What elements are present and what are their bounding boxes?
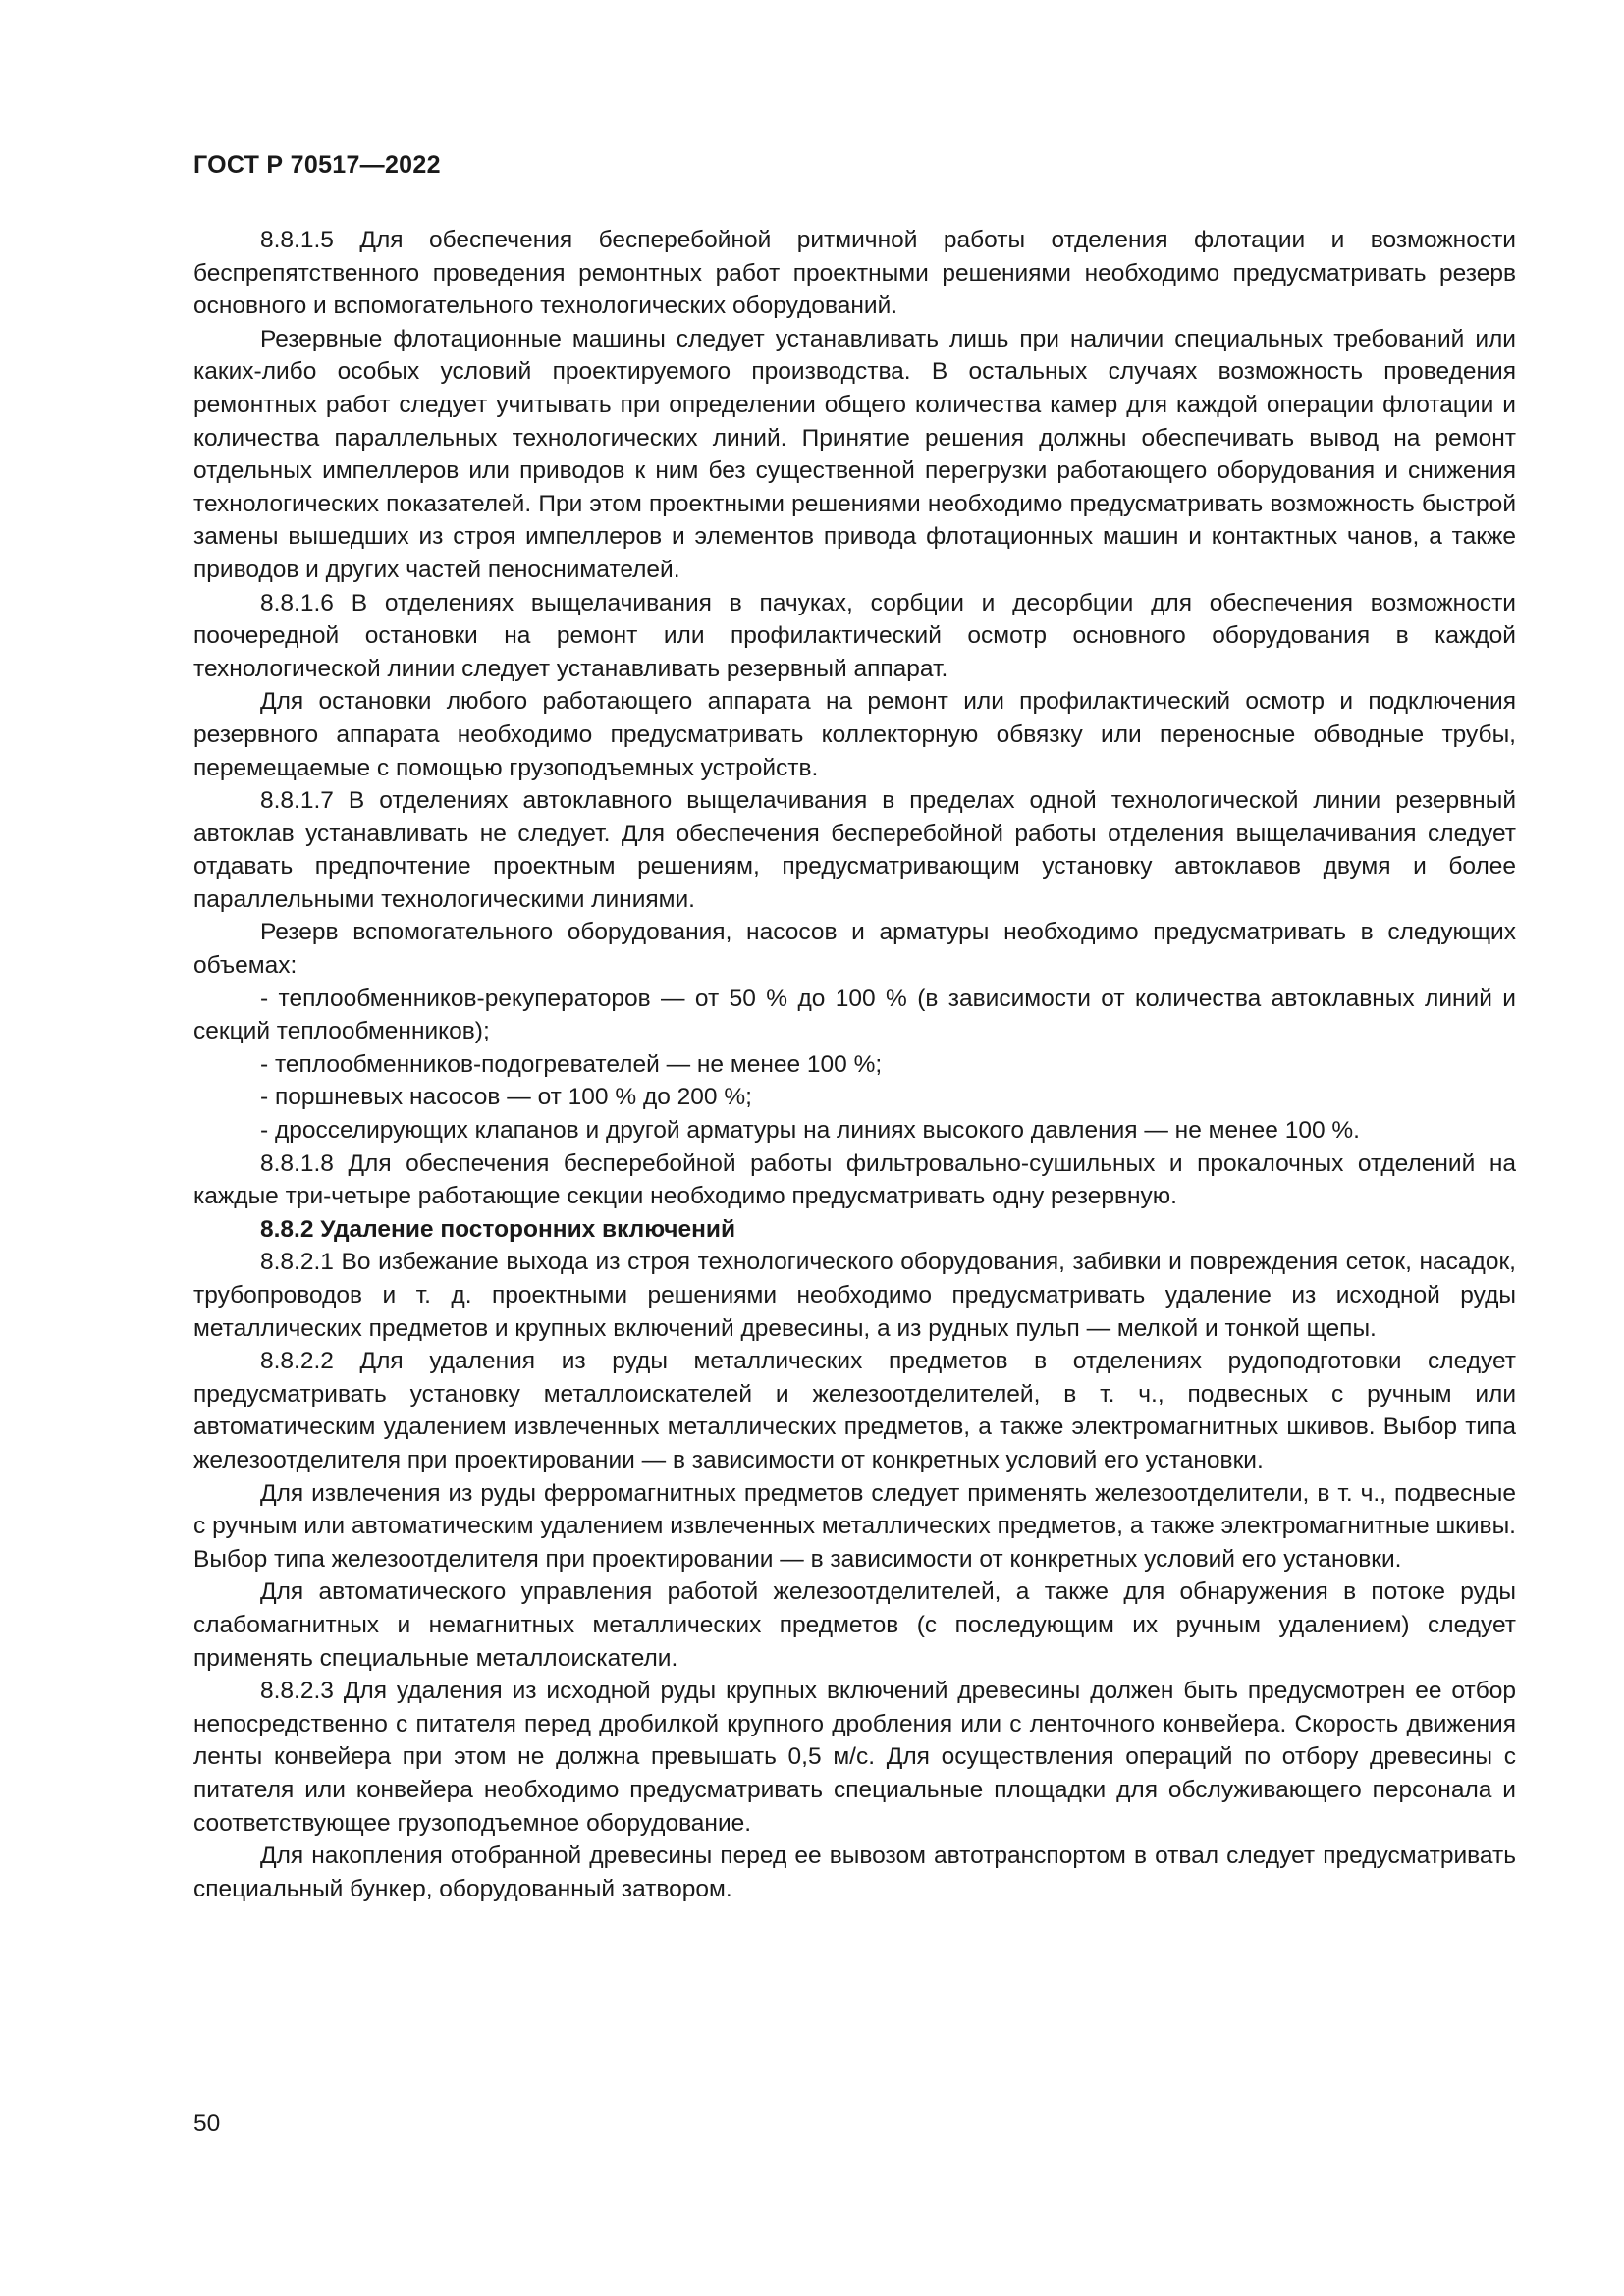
page-number: 50 bbox=[193, 2110, 221, 2137]
list-item: - теплообменников-подогревателей — не менее 100 %; bbox=[260, 1050, 883, 1078]
paragraph: Для извлечения из руды ферромагнитных предметов следует применять железоотделители, в т. ч., подвесные с ручным или автоматическим удалением извлеченных металлических предметов, а также электромагнитные шкивы. Выбор типа железоотделителя при проектировании — в зависимости от конкретных условий его установки. bbox=[193, 1479, 1516, 1573]
list-item: - поршневых насосов — от 100 % до 200 %; bbox=[260, 1084, 752, 1111]
paragraph-8-8-1-7: 8.8.1.7 В отделениях автоклавного выщелачивания в пределах одной технологической линии резервный автоклав устанавливать не следует. Для обеспечения бесперебойной работы отделения выщелачивания следует отдавать предпочтение проектным решениям, предусматривающим установку автоклавов двумя и более параллельными технологическими линиями. bbox=[193, 787, 1516, 913]
paragraph: Для автоматического управления работой железоотделителей, а также для обнаружения в потоке руды слабомагнитных и немагнитных металлических предметов (с последующим их ручным удалением) следует применять специальные металлоискатели. bbox=[193, 1578, 1516, 1672]
list-item: - дросселирующих клапанов и другой арматуры на линиях высокого давления — не менее 100 %. bbox=[260, 1117, 1360, 1145]
paragraph-8-8-2-1: 8.8.2.1 Во избежание выхода из строя технологического оборудования, забивки и повреждения сеток, насадок, трубопроводов и т. д. проектными решениями необходимо предусматривать удаление из исходной руды металлических предметов и крупных включений древесины, а из рудных пульп — мелкой и тонкой щепы. bbox=[193, 1249, 1516, 1342]
list-item: - теплообменников-рекуператоров — от 50 % до 100 % (в зависимости от количества автоклавных линий и секций теплообменников); bbox=[193, 985, 1516, 1045]
document-body bbox=[193, 224, 1516, 1905]
paragraph: Резерв вспомогательного оборудования, насосов и арматуры необходимо предусматривать в следующих объемах: bbox=[193, 919, 1516, 980]
paragraph-8-8-1-6: 8.8.1.6 В отделениях выщелачивания в пачуках, сорбции и десорбции для обеспечения возможности поочередной остановки на ремонт или профилактический осмотр основного оборудования в каждой технологической линии следует устанавливать резервный аппарат. bbox=[193, 589, 1516, 682]
paragraph-8-8-2-2: 8.8.2.2 Для удаления из руды металлических предметов в отделениях рудоподготовки следует предусматривать установку металлоискателей и железоотделителей, в т. ч., подвесных с ручным или автоматическим удалением извлеченных металлических предметов, а также электромагнитных шкивов. Выбор типа железоотделителя при проектировании — в зависимости от конкретных условий его установки. bbox=[193, 1348, 1516, 1473]
paragraph-8-8-1-8: 8.8.1.8 Для обеспечения бесперебойной работы фильтровально-сушильных и прокалочных отделений на каждые три-четыре работающие секции необходимо предусматривать одну резервную. bbox=[193, 1149, 1516, 1210]
paragraph: Для остановки любого работающего аппарата на ремонт или профилактический осмотр и подключения резервного аппарата необходимо предусматривать коллекторную обвязку или переносные обводные трубы, перемещаемые с помощью грузоподъемных устройств. bbox=[193, 688, 1516, 781]
paragraph-8-8-2-3: 8.8.2.3 Для удаления из исходной руды крупных включений древесины должен быть предусмотрен ее отбор непосредственно с питателя перед дробилкой крупного дробления или с ленточного конвейера. Скорость движения ленты конвейера при этом не должна превышать 0,5 м/с. Для осуществления операций по отбору древесины с питателя или конвейера необходимо предусматривать специальные площадки для обслуживающего персонала и соответствующее грузоподъемное оборудование. bbox=[193, 1678, 1516, 1837]
paragraph: Для накопления отобранной древесины перед ее вывозом автотранспортом в отвал следует предусматривать специальный бункер, оборудованный затвором. bbox=[193, 1842, 1516, 1902]
paragraph: Резервные флотационные машины следует устанавливать лишь при наличии специальных требований или каких-либо особых условий проектируемого производства. В остальных случаях возможность проведения ремонтных работ следует учитывать при определении общего количества камер для каждой операции флотации и количества параллельных технологических линий. Принятие решения должны обеспечивать вывод на ремонт отдельных импеллеров или приводов к ним без существенной перегрузки работающего оборудования и снижения технологических показателей. При этом проектными решениями необходимо предусматривать возможность быстрой замены вышедших из строя импеллеров и элементов привода флотационных машин и контактных чанов, а также приводов и других частей пеноснимателей. bbox=[193, 325, 1516, 583]
paragraph-8-8-1-5: 8.8.1.5 Для обеспечения бесперебойной ритмичной работы отделения флотации и возможности беспрепятственного проведения ремонтных работ проектными решениями необходимо предусматривать резерв основного и вспомогательного технологических оборудований. bbox=[193, 227, 1516, 320]
document-header: ГОСТ Р 70517—2022 bbox=[193, 151, 441, 179]
section-heading-8-8-2: 8.8.2 Удаление посторонних включений bbox=[260, 1215, 736, 1243]
